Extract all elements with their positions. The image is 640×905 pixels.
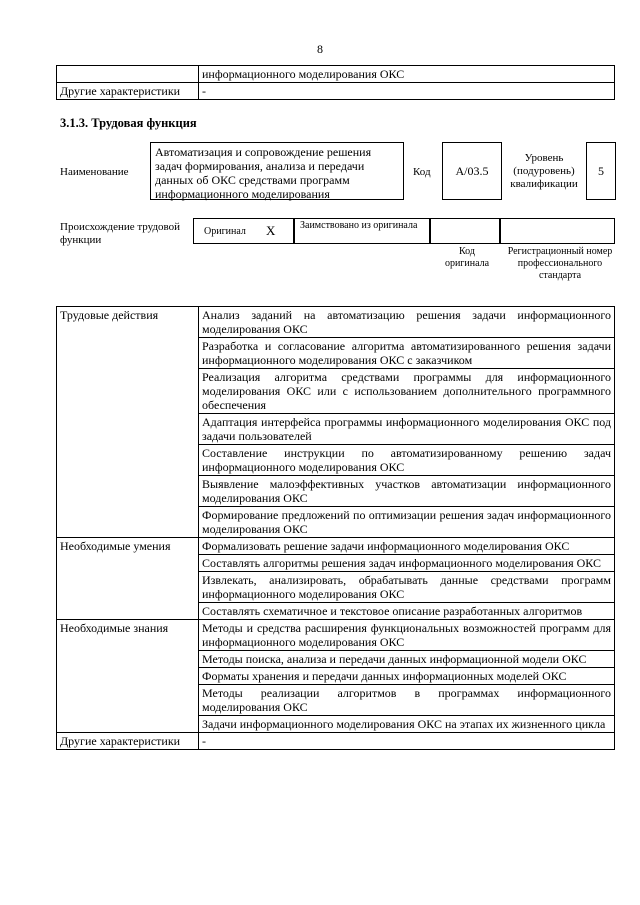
labor-action-item: Выявление малоэффективных участков автоматизации информационного моделирования ОКС (199, 476, 615, 507)
labor-action-item: Формирование предложений по оптимизации решения задач информационного моделирования ОКС (199, 507, 615, 538)
code-original-cell (430, 218, 500, 244)
other-characteristics-label: Другие характеристики (57, 733, 199, 750)
table-row (57, 733, 615, 750)
table-row (57, 538, 615, 555)
labor-action-item: Разработка и согласование алгоритма автоматизированного решения задачи информационного моделирования ОКС с заказчиком (199, 338, 615, 369)
continued-text: информационного моделирования ОКС (199, 66, 615, 83)
function-name-box (150, 142, 404, 200)
code-original-caption: Код оригинала (444, 246, 490, 269)
required-knowledge-label: Необходимые знания (57, 620, 199, 733)
labor-function-table (56, 306, 615, 750)
required-skills-label: Необходимые умения (57, 538, 199, 620)
code-label: Код (413, 166, 431, 178)
other-characteristics-label: Другие характеристики (57, 83, 199, 100)
table-row (57, 83, 615, 100)
labor-action-item: Реализация алгоритма средствами программы для информационного моделирования ОКС или с использованием дополнительного программного обеспечения (199, 369, 615, 414)
level-box (586, 142, 616, 200)
level-label: Уровень (подуровень) квалификации (510, 152, 578, 190)
knowledge-item: Методы и средства расширения функциональных возможностей программ для информационного моделирования ОКС (199, 620, 615, 651)
labor-actions-label: Трудовые действия (57, 307, 199, 538)
table-row (57, 66, 615, 83)
knowledge-item: Методы реализации алгоритмов в программах информационного моделирования ОКС (199, 685, 615, 716)
skill-item: Составлять схематичное и текстовое описание разработанных алгоритмов (199, 603, 615, 620)
original-label: Оригинал (204, 226, 246, 237)
borrowed-label: Заимствовано из оригинала (300, 220, 418, 231)
other-characteristics-value: - (199, 83, 615, 100)
labor-action-item: Анализ заданий на автоматизацию решения задачи информационного моделирования ОКС (199, 307, 615, 338)
empty-cell (57, 66, 199, 83)
skill-item: Формализовать решение задачи информационного моделирования ОКС (199, 538, 615, 555)
function-code-box (442, 142, 502, 200)
skill-item: Извлекать, анализировать, обрабатывать данные средствами программ информационного моделирования ОКС (199, 572, 615, 603)
labor-action-item: Адаптация интерфейса программы информационного моделирования ОКС под задачи пользователей (199, 414, 615, 445)
section-title: 3.1.3. Трудовая функция (60, 116, 197, 130)
previous-table-fragment (56, 65, 615, 100)
knowledge-item: Форматы хранения и передачи данных информационных моделей ОКС (199, 668, 615, 685)
registration-number-caption: Регистрационный номер профессионального стандарта (507, 246, 613, 281)
knowledge-item: Методы поиска, анализа и передачи данных информационной модели ОКС (199, 651, 615, 668)
skill-item: Составлять алгоритмы решения задач информационного моделирования ОКС (199, 555, 615, 572)
name-label: Наименование (60, 166, 129, 178)
level-value: 5 (598, 163, 604, 178)
origin-label: Происхождение трудовой функции (60, 221, 181, 246)
registration-number-cell (500, 218, 615, 244)
table-row (57, 620, 615, 651)
original-cell (193, 218, 294, 244)
function-name-value: Автоматизация и сопровождение решения задач формирования, анализа и передачи данных об ОКС средствами программ информационного моделирования (155, 145, 372, 201)
original-mark: X (266, 223, 276, 238)
function-code-value: А/03.5 (455, 163, 489, 178)
borrowed-cell (294, 218, 430, 244)
labor-action-item: Составление инструкции по автоматизированному решению задач информационного моделирования ОКС (199, 445, 615, 476)
other-characteristics-value: - (199, 733, 615, 750)
page-number: 8 (317, 42, 323, 56)
knowledge-item: Задачи информационного моделирования ОКС на этапах их жизненного цикла (199, 716, 615, 733)
table-row (57, 307, 615, 338)
